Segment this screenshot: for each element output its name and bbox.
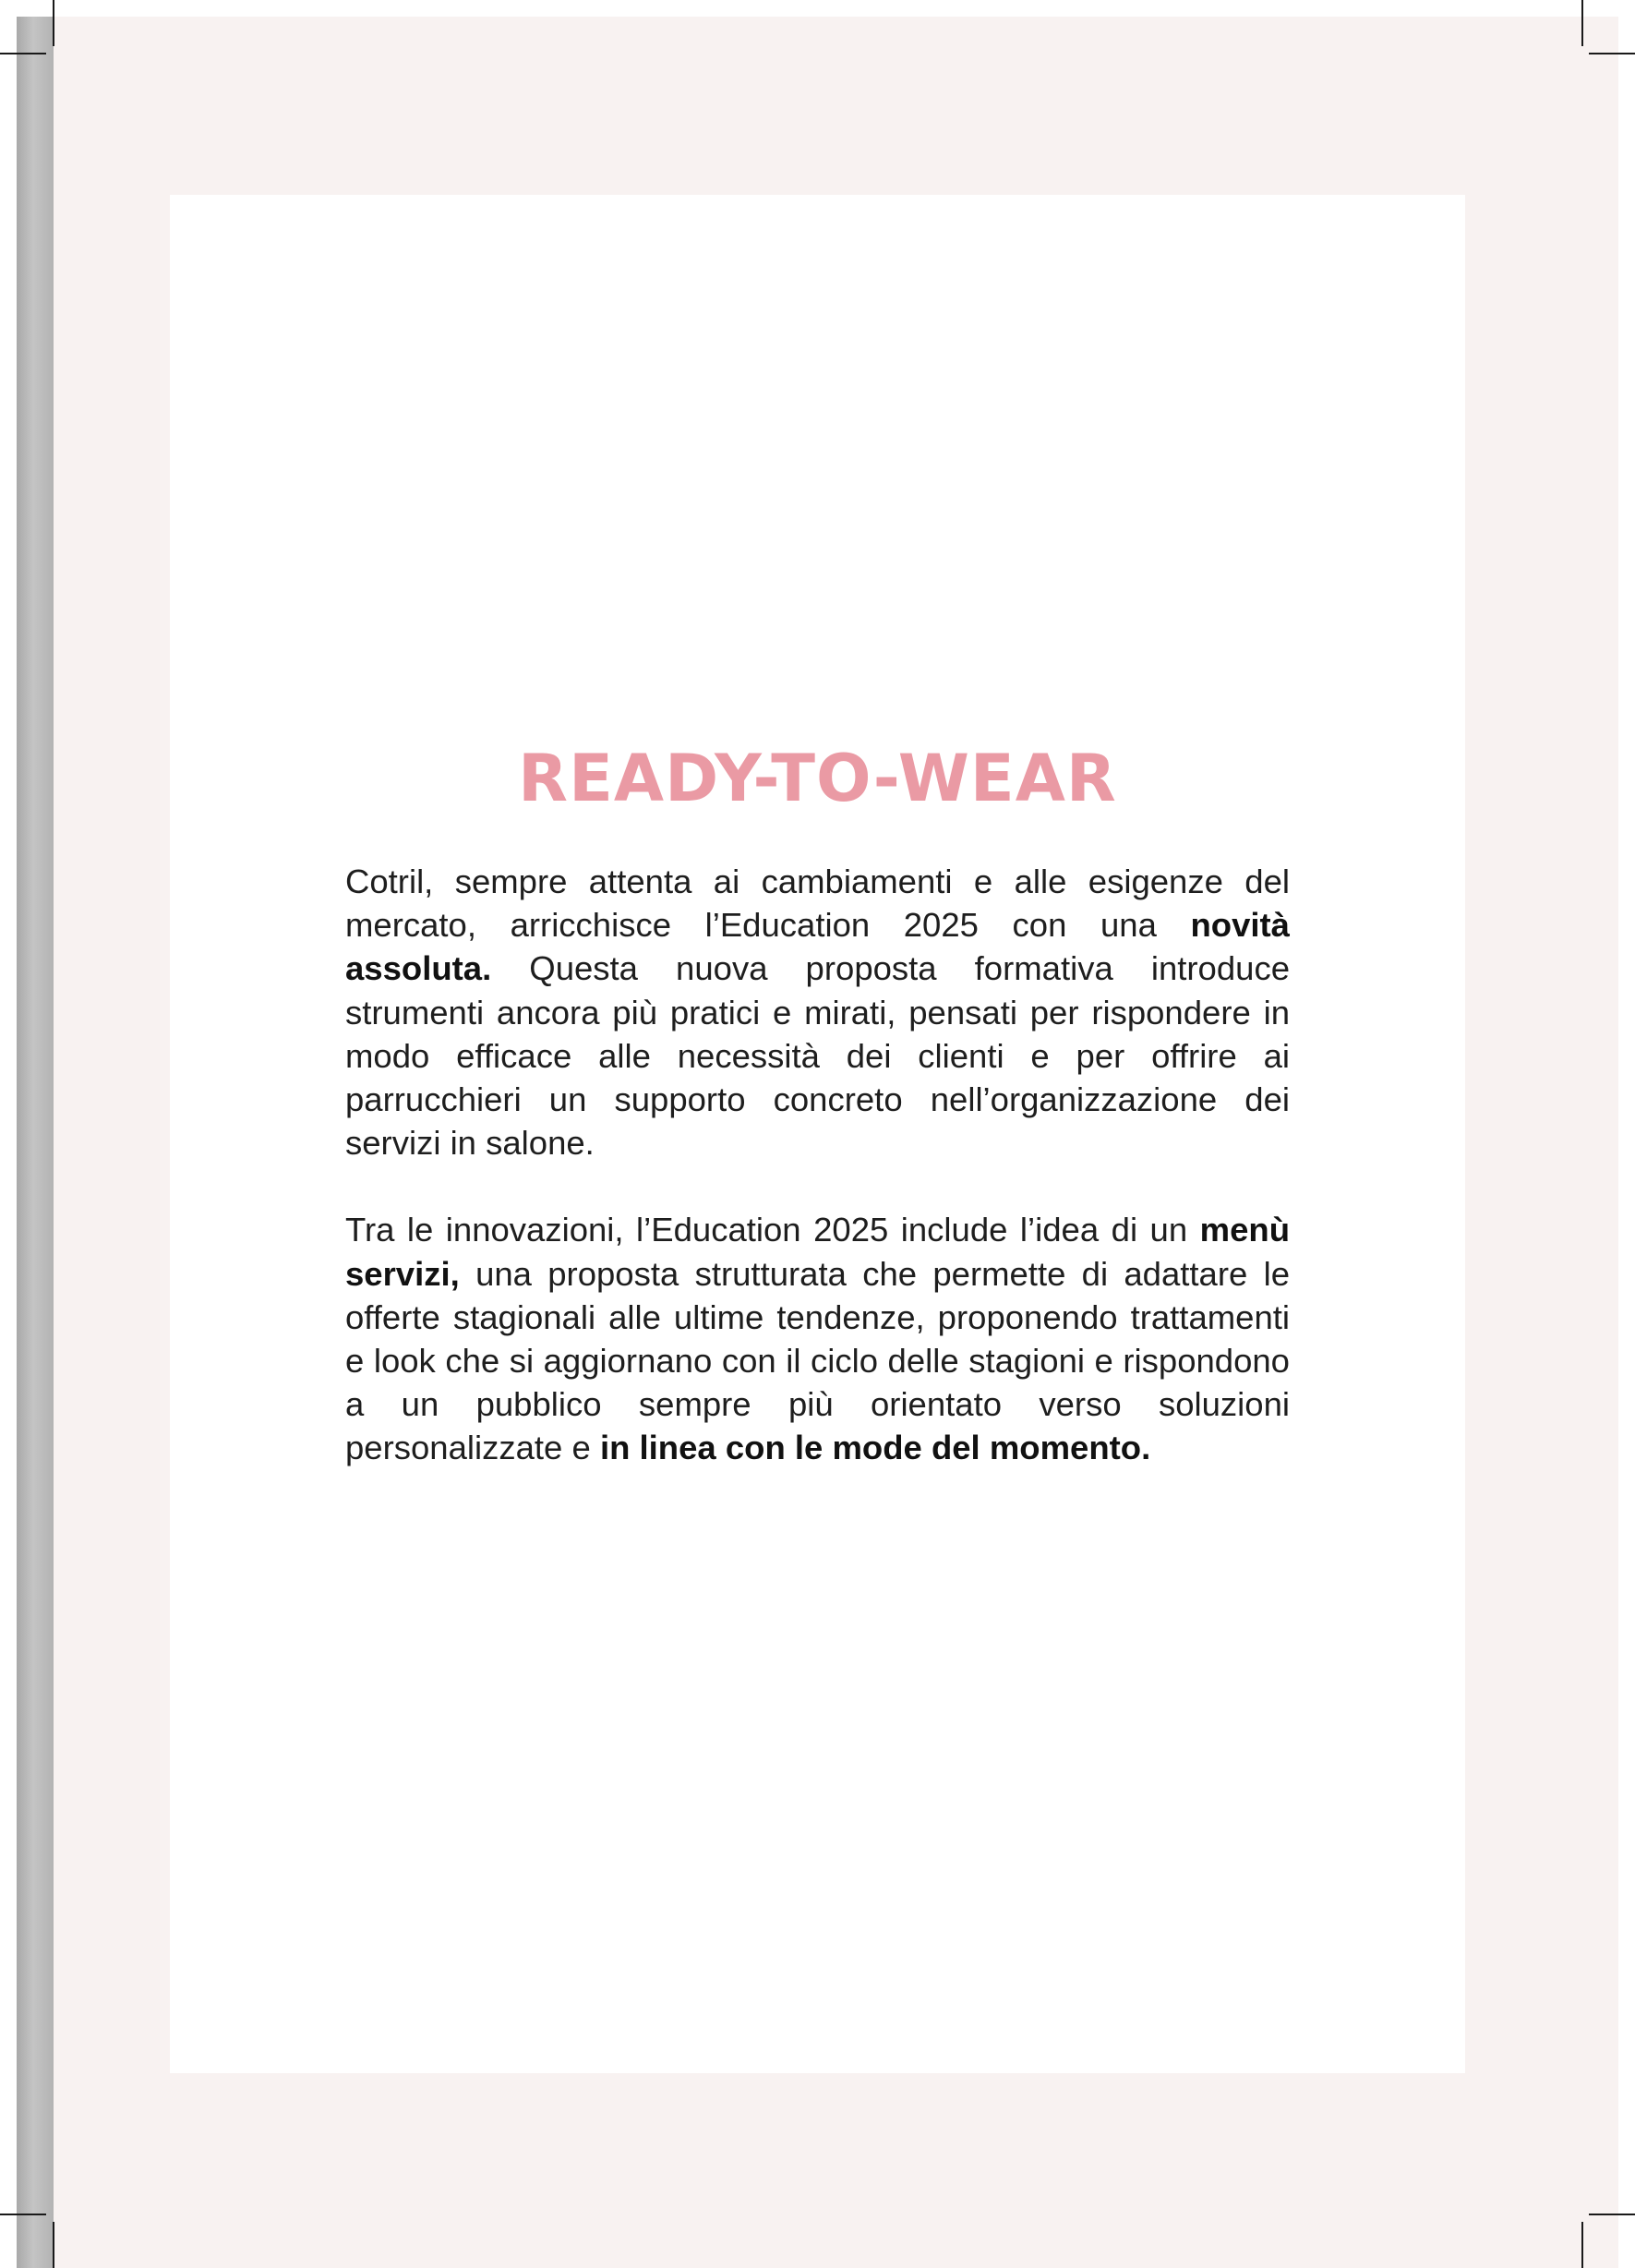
crop-mark-bottom-left-vertical xyxy=(53,2222,54,2268)
article-title: READY-TO-WEAR xyxy=(518,741,1117,816)
crop-mark-bottom-right-horizontal xyxy=(1589,2214,1635,2215)
emphasis-text: novità assoluta. xyxy=(345,906,1290,988)
paragraph-text: una proposta strutturata che permette di adattare le offerte stagionali alle ultime tendenze, proponendo trattamenti e look che si aggiornano con il ciclo delle stagioni e rispondono a un pubblico sempre più orientato verso soluzioni personalizzate e xyxy=(345,1254,1290,1467)
emphasis-text: in linea con le mode del momento. xyxy=(599,1429,1151,1467)
crop-mark-top-right-vertical xyxy=(1581,0,1583,46)
crop-mark-top-left-horizontal xyxy=(0,53,46,54)
paragraph-text: Questa nuova proposta formativa introduce strumenti ancora più pratici e mirati, pensati per rispondere in modo efficace alle necessità dei clienti e per offrire ai parrucchieri un supporto concreto nell’organizzazione dei servizi in salone. xyxy=(345,949,1290,1163)
crop-mark-bottom-right-vertical xyxy=(1581,2222,1583,2268)
paragraph-text: Cotril, sempre attenta ai cambiamenti e alle esigenze del mercato, arricchisce l’Education 2025 con una xyxy=(345,863,1290,945)
crop-mark-top-left-vertical xyxy=(53,0,54,46)
paragraph-innovations xyxy=(345,1208,1290,1469)
article xyxy=(345,742,1290,1470)
paragraph-text: Tra le innovazioni, l’Education 2025 include l’idea di un xyxy=(345,1211,1200,1249)
binding-spine xyxy=(17,17,54,2268)
paragraph-intro xyxy=(345,860,1290,1164)
crop-mark-bottom-left-horizontal xyxy=(0,2214,46,2215)
emphasis-text: menù servizi, xyxy=(345,1211,1290,1293)
crop-mark-top-right-horizontal xyxy=(1589,53,1635,54)
